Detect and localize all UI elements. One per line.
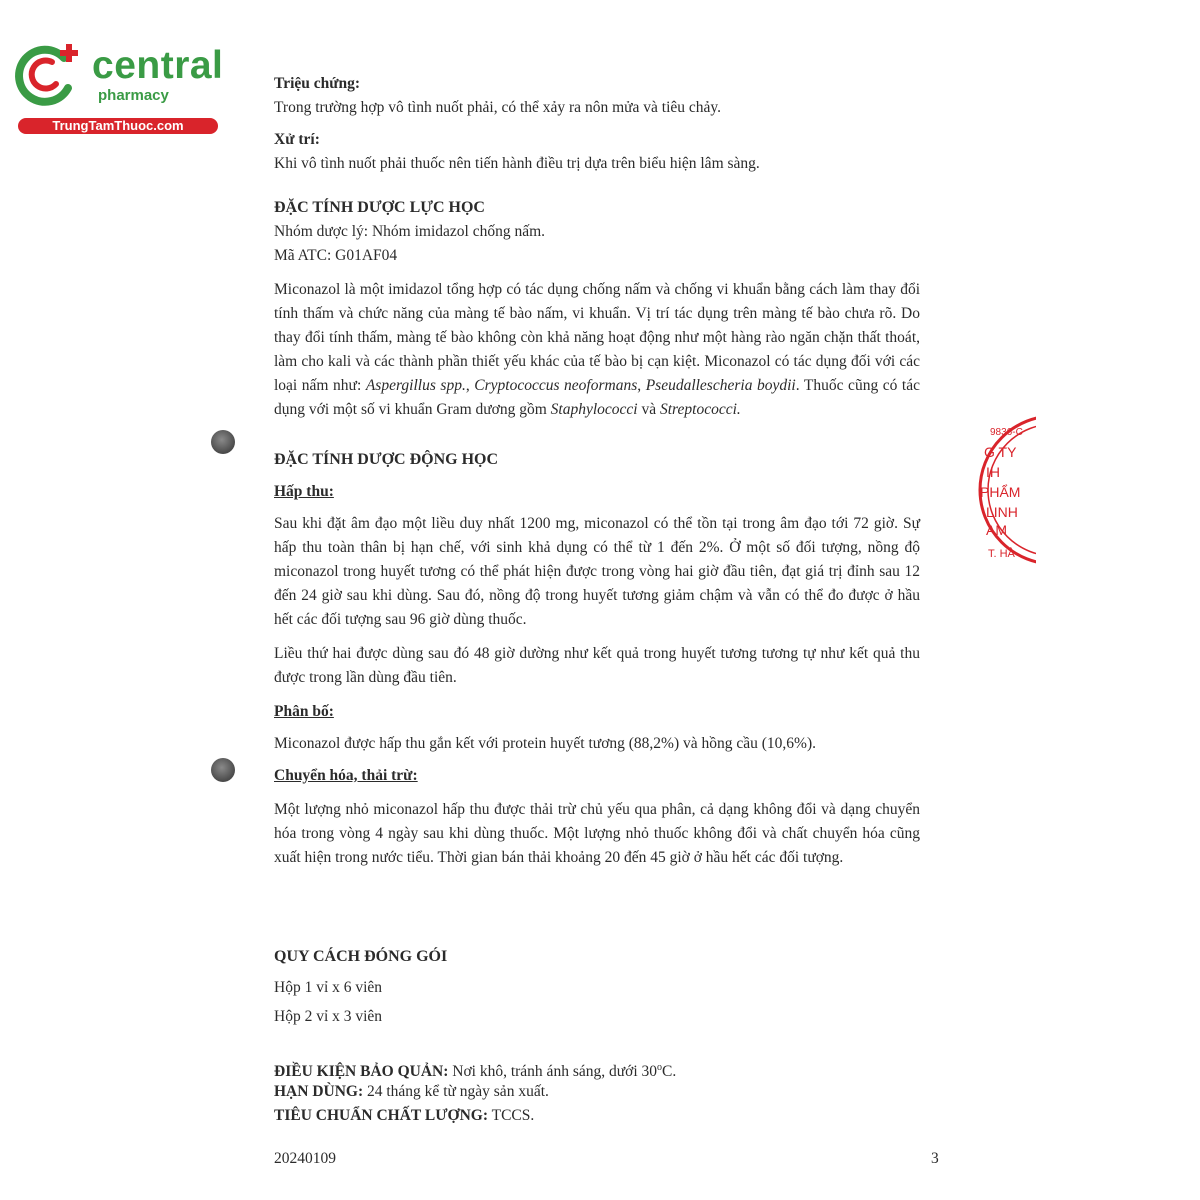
svg-text:LINH: LINH (986, 504, 1018, 520)
quality-standard: TIÊU CHUẨN CHẤT LƯỢNG: TCCS. (274, 1107, 535, 1124)
packaging-item: Hộp 1 vỉ x 6 viên (274, 979, 383, 996)
page-number: 3 (931, 1150, 939, 1167)
atc-code: Mã ATC: G01AF04 (274, 247, 398, 264)
storage-conditions: ĐIỀU KIỆN BẢO QUẢN: Nơi khô, tránh ánh sáng, dưới 30$^o$C. (274, 1062, 677, 1081)
metabolism-heading: Chuyển hóa, thải trừ: (274, 767, 418, 784)
pharmacodynamics-paragraph: Miconazol là một imidazol tổng hợp có tác dụng chống nấm và chống vi khuẩn bằng cách làm thay đổi tính thấm và chức năng của màng tế bào nấm, vi khuẩn. Vị trí tác dụng trên màng tế bào chưa rõ. Do thay đổi tính thấm, màng tế bào không còn khả năng hoạt động như một hàng rào ngăn chặn thất thoát, làm cho kali và các thành phần thiết yếu khác của tế bào bị cạn kiệt. Miconazol có tác dụng đối với các loại nấm như: Aspergillus spp., Cryptococcus neoformans, Pseudallescheria boydii. Thuốc cũng có tác dụng với một số vi khuẩn Gram dương gồm Staphylococci và Streptococci. (274, 281, 921, 418)
punch-hole-top (211, 430, 235, 454)
svg-text:9836-C: 9836-C (990, 427, 1023, 438)
logo-url-badge: TrungTamThuoc.com (18, 118, 218, 134)
svg-text:G TY: G TY (984, 444, 1017, 460)
symptoms-text: Trong trường hợp vô tình nuốt phải, có thể xảy ra nôn mửa và tiêu chảy. (274, 99, 722, 116)
svg-text:AM: AM (986, 522, 1007, 538)
company-stamp (976, 405, 1036, 575)
svg-text:PHẨM: PHẨM (980, 484, 1021, 500)
punch-hole-bottom (211, 758, 235, 782)
logo-subtitle: pharmacy (98, 87, 169, 104)
packaging-title: QUY CÁCH ĐÓNG GÓI (274, 948, 448, 965)
treatment-heading: Xử trí: (274, 131, 320, 148)
svg-text:T. HÀ: T. HÀ (988, 548, 1015, 560)
symptoms-heading: Triệu chứng: (274, 75, 361, 92)
absorption-paragraph-2: Liều thứ hai được dùng sau đó 48 giờ dường như kết quả trong huyết tương tương tự như kết quả thu được trong lần dùng đầu tiên. (274, 645, 920, 686)
shelf-life: HẠN DÙNG: 24 tháng kể từ ngày sản xuất. (274, 1083, 549, 1100)
svg-text:IH: IH (986, 464, 1000, 480)
pharmacological-group: Nhóm dược lý: Nhóm imidazol chống nấm. (274, 223, 546, 240)
central-pharmacy-logo-icon (12, 40, 82, 110)
logo-name: central (92, 44, 224, 87)
distribution-text: Miconazol được hấp thu gắn kết với protein huyết tương (88,2%) và hồng cầu (10,6%). (274, 735, 816, 752)
treatment-text: Khi vô tình nuốt phải thuốc nên tiến hành điều trị dựa trên biểu hiện lâm sàng. (274, 155, 760, 172)
pharmacokinetics-title: ĐẶC TÍNH DƯỢC ĐỘNG HỌC (274, 451, 499, 468)
metabolism-text: Một lượng nhỏ miconazol hấp thu được thải trừ chủ yếu qua phân, cả dạng không đổi và dạng chuyển hóa trong vòng 4 ngày sau khi dùng thuốc. Một lượng nhỏ thuốc không đổi và chất chuyển hóa cũng xuất hiện trong nước tiểu. Thời gian bán thải khoảng 20 đến 45 giờ ở hầu hết các đối tượng. (274, 801, 920, 866)
document-code: 20240109 (274, 1150, 336, 1167)
absorption-heading: Hấp thu: (274, 483, 334, 500)
packaging-item: Hộp 2 vỉ x 3 viên (274, 1008, 383, 1025)
distribution-heading: Phân bố: (274, 703, 334, 720)
pharmacodynamics-title: ĐẶC TÍNH DƯỢC LỰC HỌC (274, 199, 485, 216)
absorption-paragraph-1: Sau khi đặt âm đạo một liều duy nhất 1200 mg, miconazol có thể tồn tại trong âm đạo tới 72 giờ. Sự hấp thu toàn thân bị hạn chế, với sinh khả dụng có thể từ 1 đến 2%. Ở một số đối tượng, nồng độ miconazol trong huyết tương có thể phát hiện được trong vòng hai giờ đầu tiên, đạt giá trị đỉnh sau 12 đến 24 giờ sau khi dùng. Sau đó, nồng độ trong huyết tương giảm chậm và vẫn có thể đo được ở hầu hết các đối tượng sau 96 giờ dùng thuốc. (274, 515, 920, 628)
pharmacy-logo (8, 36, 224, 136)
document-body (274, 72, 920, 870)
